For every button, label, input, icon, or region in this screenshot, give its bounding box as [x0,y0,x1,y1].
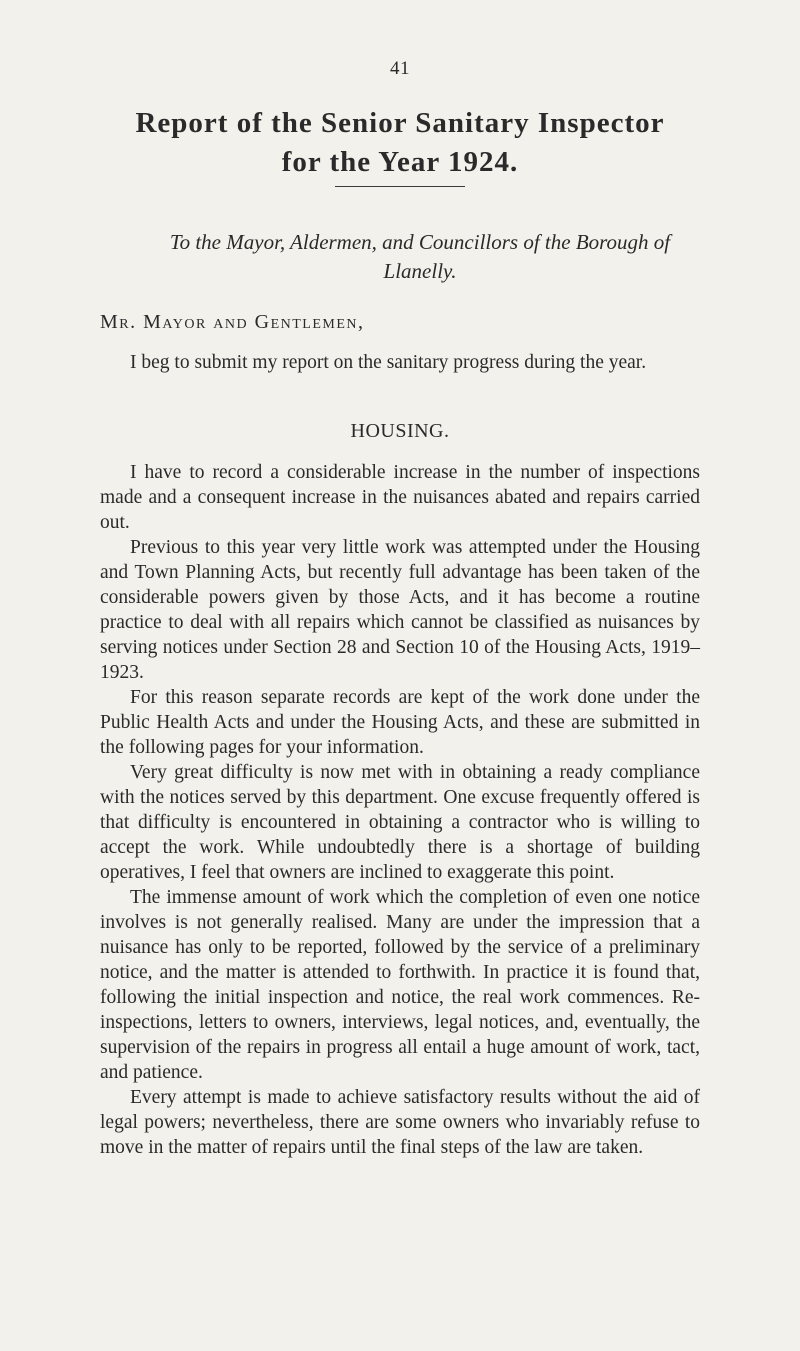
report-title-line-2: for the Year 1924. [281,146,519,178]
intro-paragraph: I beg to submit my report on the sanitary progress during the year. [130,352,647,373]
address-line: To the Mayor, Aldermen, and Councillors of the Borough of Llanelly. [169,230,671,283]
paragraph-compliance: Very great difficulty is now met with in obtaining a ready compliance with the notices served by this department. One excuse frequently offered is that difficulty is encountered in obtaining a contractor who is willing to accept the work. While undoubtedly there is a shortage of building operatives, I feel that owners are inclined to exaggerate this point. [100,762,700,883]
paragraph-inspections: I have to record a considerable increase in the number of inspections made and a consequent increase in the nuisances abated and repairs carried out. [100,462,700,533]
title-divider [335,186,465,187]
paragraph-records: For this reason separate records are kept of the work done under the Public Health Acts and under the Housing Acts, and these are submitted in the following pages for your information. [100,687,700,758]
section-heading-housing: HOUSING. [350,420,450,442]
paragraph-legal-powers: Every attempt is made to achieve satisfactory results without the aid of legal powers; nevertheless, there are some owners who invariably refuse to move in the matter of repairs until the final steps of the law are taken. [100,1087,700,1158]
housing-body [100,460,700,1160]
paragraph-housing-acts: Previous to this year very little work was attempted under the Housing and Town Planning Acts, but recently full advantage has been taken of the considerable powers given by those Acts, and it has become a routine practice to deal with all repairs which cannot be classified as nuisances by serving notices under Section 28 and Section 10 of the Housing Acts, 1919–1923. [100,537,700,683]
salutation: Mr. Mayor and Gentlemen, [100,311,365,333]
paragraph-workload: The immense amount of work which the completion of even one notice involves is not generally realised. Many are under the impression that a nuisance has only to be reported, followed by the service of a preliminary notice, and the matter is attended to forthwith. In practice it is found that, following the initial inspection and notice, the real work commences. Re-inspections, letters to owners, interviews, legal notices, and, eventually, the supervision of the repairs in progress all entail a huge amount of work, tact, and patience. [100,887,700,1083]
report-title [0,104,800,182]
report-title-line-1: Report of the Senior Sanitary Inspector [135,107,665,139]
page-number: 41 [390,58,410,79]
